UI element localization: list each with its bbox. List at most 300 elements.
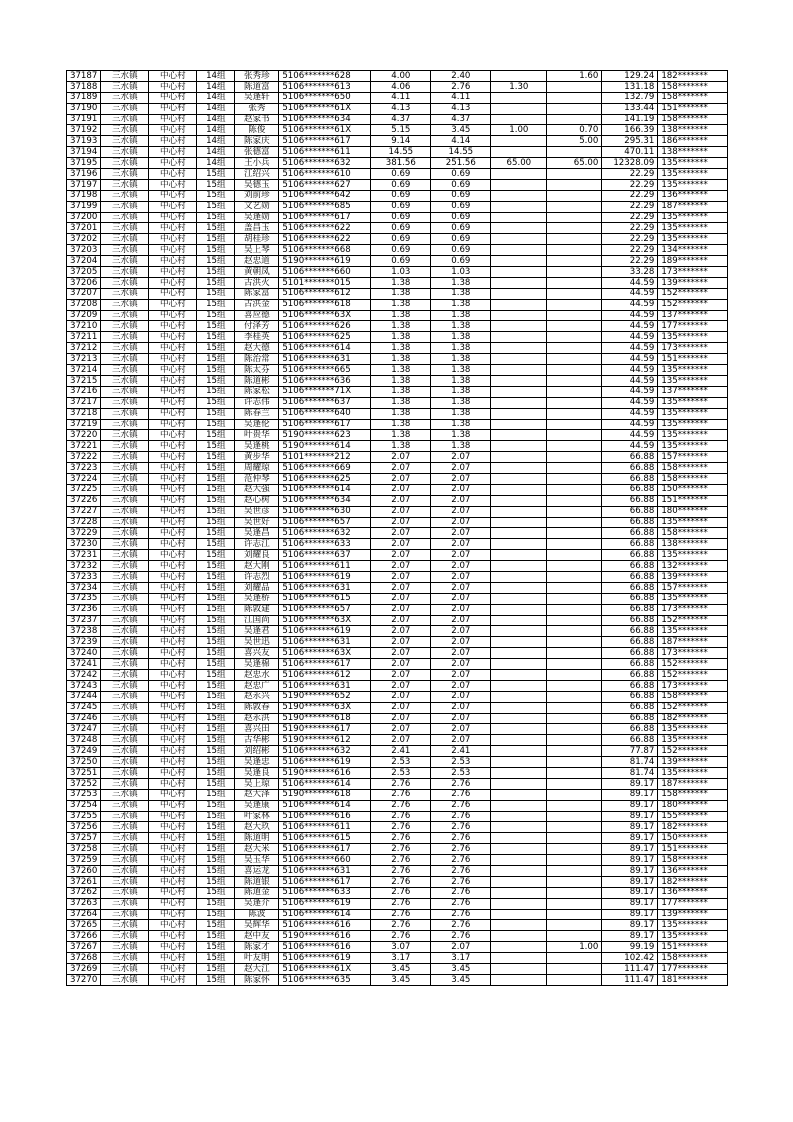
area-c-cell [547,267,602,278]
total-area-cell: 1.38 [371,299,431,310]
area-c-cell [547,528,602,539]
village-cell: 中心村 [149,768,197,779]
name-cell: 范仲琴 [235,473,279,484]
town-cell: 三水镇 [101,419,149,430]
total-area-cell: 2.76 [371,898,431,909]
group-cell: 15组 [197,288,235,299]
table-row [67,528,728,539]
table-row [67,691,728,702]
table-row [67,626,728,637]
amount-cell: 44.59 [602,321,658,332]
village-cell: 中心村 [149,561,197,572]
table-row [67,778,728,789]
name-cell: 赵忠广 [235,680,279,691]
area-c-cell [547,506,602,517]
area-c-cell [547,419,602,430]
town-cell: 三水镇 [101,277,149,288]
name-cell: 吴辉华 [235,920,279,931]
table-row [67,81,728,92]
amount-cell: 132.79 [602,92,658,103]
area-b-cell [491,964,547,975]
serial-no-cell: 37268 [67,953,101,964]
phone-cell: 173******* [658,604,728,615]
name-cell: 吴世迅 [235,637,279,648]
group-cell: 15组 [197,223,235,234]
phone-cell: 135******* [658,441,728,452]
area-b-cell [491,179,547,190]
name-cell: 赵永兴 [235,691,279,702]
total-area-cell: 1.38 [371,397,431,408]
total-area-cell: 2.07 [371,463,431,474]
village-cell: 中心村 [149,81,197,92]
serial-no-cell: 37194 [67,147,101,158]
name-cell: 张秀 [235,103,279,114]
group-cell: 15组 [197,659,235,670]
total-area-cell: 2.07 [371,517,431,528]
area-c-cell [547,114,602,125]
area-c-cell [547,321,602,332]
amount-cell: 133.44 [602,103,658,114]
area-c-cell [547,964,602,975]
amount-cell: 66.88 [602,637,658,648]
id-number-cell: 5106*******669 [279,463,371,474]
serial-no-cell: 37239 [67,637,101,648]
total-area-cell: 2.07 [371,593,431,604]
town-cell: 三水镇 [101,201,149,212]
group-cell: 15组 [197,833,235,844]
name-cell: 吴逢忠 [235,757,279,768]
area-a-cell: 2.07 [431,473,491,484]
total-area-cell: 2.07 [371,702,431,713]
area-b-cell [491,691,547,702]
serial-no-cell: 37211 [67,332,101,343]
id-number-cell: 5106*******614 [279,909,371,920]
serial-no-cell: 37209 [67,310,101,321]
total-area-cell: 2.76 [371,920,431,931]
village-cell: 中心村 [149,484,197,495]
id-number-cell: 5106*******619 [279,626,371,637]
total-area-cell: 4.06 [371,81,431,92]
amount-cell: 66.88 [602,604,658,615]
group-cell: 15组 [197,310,235,321]
town-cell: 三水镇 [101,343,149,354]
total-area-cell: 2.07 [371,648,431,659]
serial-no-cell: 37224 [67,473,101,484]
village-cell: 中心村 [149,310,197,321]
id-number-cell: 5106*******632 [279,528,371,539]
area-c-cell [547,746,602,757]
table-row [67,430,728,441]
area-c-cell [547,637,602,648]
area-a-cell: 4.37 [431,114,491,125]
table-row [67,909,728,920]
group-cell: 15组 [197,277,235,288]
id-number-cell: 5190*******618 [279,713,371,724]
phone-cell: 135******* [658,397,728,408]
phone-cell: 135******* [658,169,728,180]
table-row [67,397,728,408]
amount-cell: 66.88 [602,517,658,528]
total-area-cell: 2.07 [371,528,431,539]
village-cell: 中心村 [149,593,197,604]
phone-cell: 136******* [658,866,728,877]
phone-cell: 135******* [658,365,728,376]
village-cell: 中心村 [149,299,197,310]
amount-cell: 99.19 [602,942,658,953]
name-cell: 吴世好 [235,517,279,528]
area-b-cell [491,212,547,223]
area-a-cell: 2.41 [431,746,491,757]
village-cell: 中心村 [149,506,197,517]
phone-cell: 158******* [658,528,728,539]
table-row [67,484,728,495]
serial-no-cell: 37217 [67,397,101,408]
table-row [67,441,728,452]
name-cell: 叶家林 [235,811,279,822]
name-cell: 刘前珍 [235,190,279,201]
table-row [67,942,728,953]
id-number-cell: 5106*******630 [279,506,371,517]
total-area-cell: 381.56 [371,158,431,169]
total-area-cell: 1.38 [371,277,431,288]
id-number-cell: 5190*******652 [279,691,371,702]
id-number-cell: 5106*******632 [279,158,371,169]
town-cell: 三水镇 [101,822,149,833]
amount-cell: 44.59 [602,354,658,365]
area-a-cell: 2.07 [431,517,491,528]
total-area-cell: 0.69 [371,169,431,180]
id-number-cell: 5106*******635 [279,974,371,985]
name-cell: 陈春兰 [235,408,279,419]
name-cell: 陈太芬 [235,365,279,376]
name-cell: 江国尚 [235,615,279,626]
village-cell: 中心村 [149,332,197,343]
area-b-cell [491,430,547,441]
group-cell: 15组 [197,724,235,735]
table-row [67,234,728,245]
town-cell: 三水镇 [101,811,149,822]
village-cell: 中心村 [149,397,197,408]
area-b-cell: 1.00 [491,125,547,136]
area-b-cell [491,201,547,212]
village-cell: 中心村 [149,419,197,430]
area-b-cell [491,452,547,463]
area-b-cell [491,506,547,517]
amount-cell: 44.59 [602,332,658,343]
total-area-cell: 2.76 [371,833,431,844]
id-number-cell: 5106*******657 [279,517,371,528]
id-number-cell: 5106*******61X [279,103,371,114]
town-cell: 三水镇 [101,136,149,147]
total-area-cell: 9.14 [371,136,431,147]
id-number-cell: 5106*******611 [279,822,371,833]
table-row [67,277,728,288]
area-b-cell [491,713,547,724]
area-a-cell: 2.76 [431,931,491,942]
group-cell: 15组 [197,179,235,190]
phone-cell: 158******* [658,789,728,800]
phone-cell: 152******* [658,299,728,310]
phone-cell: 137******* [658,386,728,397]
total-area-cell: 4.13 [371,103,431,114]
village-cell: 中心村 [149,680,197,691]
phone-cell: 135******* [658,768,728,779]
village-cell: 中心村 [149,321,197,332]
id-number-cell: 5106*******612 [279,288,371,299]
table-row [67,408,728,419]
name-cell: 刘绍彬 [235,746,279,757]
town-cell: 三水镇 [101,354,149,365]
phone-cell: 135******* [658,735,728,746]
village-cell: 中心村 [149,942,197,953]
total-area-cell: 2.07 [371,669,431,680]
village-cell: 中心村 [149,386,197,397]
id-number-cell: 5106*******668 [279,245,371,256]
village-cell: 中心村 [149,223,197,234]
area-a-cell: 0.69 [431,179,491,190]
area-a-cell: 2.07 [431,550,491,561]
area-c-cell [547,593,602,604]
town-cell: 三水镇 [101,256,149,267]
phone-cell: 158******* [658,81,728,92]
serial-no-cell: 37207 [67,288,101,299]
village-cell: 中心村 [149,169,197,180]
area-c-cell [547,887,602,898]
name-cell: 赵大强 [235,484,279,495]
area-a-cell: 14.55 [431,147,491,158]
name-cell: 赵家书 [235,114,279,125]
amount-cell: 166.39 [602,125,658,136]
table-row [67,931,728,942]
phone-cell: 135******* [658,724,728,735]
area-c-cell [547,256,602,267]
town-cell: 三水镇 [101,212,149,223]
name-cell: 赵大德 [235,343,279,354]
town-cell: 三水镇 [101,953,149,964]
village-cell: 中心村 [149,495,197,506]
name-cell: 赵大刚 [235,561,279,572]
id-number-cell: 5106*******610 [279,169,371,180]
total-area-cell: 4.11 [371,92,431,103]
area-c-cell [547,789,602,800]
town-cell: 三水镇 [101,844,149,855]
town-cell: 三水镇 [101,659,149,670]
table-row [67,964,728,975]
area-b-cell [491,833,547,844]
phone-cell: 135******* [658,931,728,942]
serial-no-cell: 37216 [67,386,101,397]
total-area-cell: 2.76 [371,887,431,898]
town-cell: 三水镇 [101,876,149,887]
area-b-cell [491,419,547,430]
table-row [67,920,728,931]
area-a-cell: 2.76 [431,778,491,789]
serial-no-cell: 37227 [67,506,101,517]
village-cell: 中心村 [149,92,197,103]
area-a-cell: 0.69 [431,223,491,234]
serial-no-cell: 37228 [67,517,101,528]
total-area-cell: 3.07 [371,942,431,953]
id-number-cell: 5106*******633 [279,887,371,898]
area-b-cell [491,517,547,528]
amount-cell: 89.17 [602,866,658,877]
area-a-cell: 4.13 [431,103,491,114]
group-cell: 15组 [197,332,235,343]
town-cell: 三水镇 [101,71,149,82]
area-b-cell [491,550,547,561]
total-area-cell: 2.07 [371,484,431,495]
phone-cell: 135******* [658,626,728,637]
data-table [66,70,728,986]
serial-no-cell: 37235 [67,593,101,604]
phone-cell: 150******* [658,484,728,495]
amount-cell: 66.88 [602,593,658,604]
serial-no-cell: 37254 [67,800,101,811]
total-area-cell: 0.69 [371,223,431,234]
id-number-cell: 5106*******614 [279,343,371,354]
group-cell: 15组 [197,855,235,866]
area-a-cell: 0.69 [431,212,491,223]
amount-cell: 22.29 [602,169,658,180]
town-cell: 三水镇 [101,288,149,299]
total-area-cell: 2.07 [371,659,431,670]
amount-cell: 66.88 [602,484,658,495]
table-row [67,71,728,82]
area-a-cell: 1.38 [431,321,491,332]
table-row [67,136,728,147]
total-area-cell: 2.76 [371,931,431,942]
village-cell: 中心村 [149,179,197,190]
phone-cell: 151******* [658,103,728,114]
serial-no-cell: 37225 [67,484,101,495]
id-number-cell: 5106*******63X [279,615,371,626]
serial-no-cell: 37204 [67,256,101,267]
town-cell: 三水镇 [101,528,149,539]
area-b-cell [491,887,547,898]
amount-cell: 44.59 [602,408,658,419]
id-number-cell: 5190*******623 [279,430,371,441]
serial-no-cell: 37223 [67,463,101,474]
area-c-cell [547,147,602,158]
name-cell: 喜运龙 [235,866,279,877]
phone-cell: 151******* [658,942,728,953]
village-cell: 中心村 [149,648,197,659]
town-cell: 三水镇 [101,615,149,626]
phone-cell: 177******* [658,898,728,909]
id-number-cell: 5106*******614 [279,800,371,811]
village-cell: 中心村 [149,866,197,877]
village-cell: 中心村 [149,158,197,169]
id-number-cell: 5106*******650 [279,92,371,103]
total-area-cell: 0.69 [371,234,431,245]
name-cell: 赵中友 [235,931,279,942]
amount-cell: 33.28 [602,267,658,278]
group-cell: 15组 [197,866,235,877]
id-number-cell: 5106*******631 [279,866,371,877]
total-area-cell: 3.45 [371,964,431,975]
phone-cell: 135******* [658,212,728,223]
phone-cell: 152******* [658,746,728,757]
serial-no-cell: 37234 [67,582,101,593]
area-c-cell [547,430,602,441]
table-row [67,659,728,670]
area-b-cell [491,441,547,452]
town-cell: 三水镇 [101,430,149,441]
town-cell: 三水镇 [101,473,149,484]
area-a-cell: 2.07 [431,539,491,550]
area-a-cell: 3.17 [431,953,491,964]
table-row [67,179,728,190]
name-cell: 黄朝凤 [235,267,279,278]
amount-cell: 66.88 [602,473,658,484]
total-area-cell: 3.45 [371,974,431,985]
name-cell: 吴德玉 [235,179,279,190]
area-c-cell [547,408,602,419]
town-cell: 三水镇 [101,626,149,637]
total-area-cell: 2.07 [371,506,431,517]
phone-cell: 187******* [658,637,728,648]
group-cell: 15组 [197,386,235,397]
area-b-cell [491,92,547,103]
id-number-cell: 5106*******63X [279,648,371,659]
table-row [67,267,728,278]
phone-cell: 173******* [658,680,728,691]
table-row [67,375,728,386]
town-cell: 三水镇 [101,637,149,648]
amount-cell: 131.18 [602,81,658,92]
name-cell: 许志伟 [235,397,279,408]
area-b-cell [491,898,547,909]
village-cell: 中心村 [149,452,197,463]
id-number-cell: 5106*******616 [279,811,371,822]
id-number-cell: 5106*******619 [279,757,371,768]
amount-cell: 44.59 [602,441,658,452]
village-cell: 中心村 [149,800,197,811]
table-row [67,299,728,310]
name-cell: 胡桂珍 [235,234,279,245]
table-row [67,800,728,811]
serial-no-cell: 37251 [67,768,101,779]
table-row [67,473,728,484]
serial-no-cell: 37248 [67,735,101,746]
amount-cell: 66.88 [602,669,658,680]
area-b-cell [491,190,547,201]
id-number-cell: 5106*******640 [279,408,371,419]
name-cell: 古洪火 [235,277,279,288]
name-cell: 吴逢勋 [235,212,279,223]
serial-no-cell: 37214 [67,365,101,376]
amount-cell: 89.17 [602,898,658,909]
serial-no-cell: 37191 [67,114,101,125]
area-a-cell: 2.07 [431,669,491,680]
total-area-cell: 2.07 [371,561,431,572]
phone-cell: 135******* [658,430,728,441]
phone-cell: 173******* [658,343,728,354]
town-cell: 三水镇 [101,310,149,321]
village-cell: 中心村 [149,212,197,223]
name-cell: 吴逢棉 [235,659,279,670]
area-b-cell [491,735,547,746]
area-a-cell: 0.69 [431,256,491,267]
name-cell: 陈波 [235,909,279,920]
village-cell: 中心村 [149,201,197,212]
total-area-cell: 2.53 [371,768,431,779]
area-a-cell: 2.76 [431,866,491,877]
total-area-cell: 1.38 [371,288,431,299]
serial-no-cell: 37244 [67,691,101,702]
group-cell: 15组 [197,746,235,757]
town-cell: 三水镇 [101,593,149,604]
